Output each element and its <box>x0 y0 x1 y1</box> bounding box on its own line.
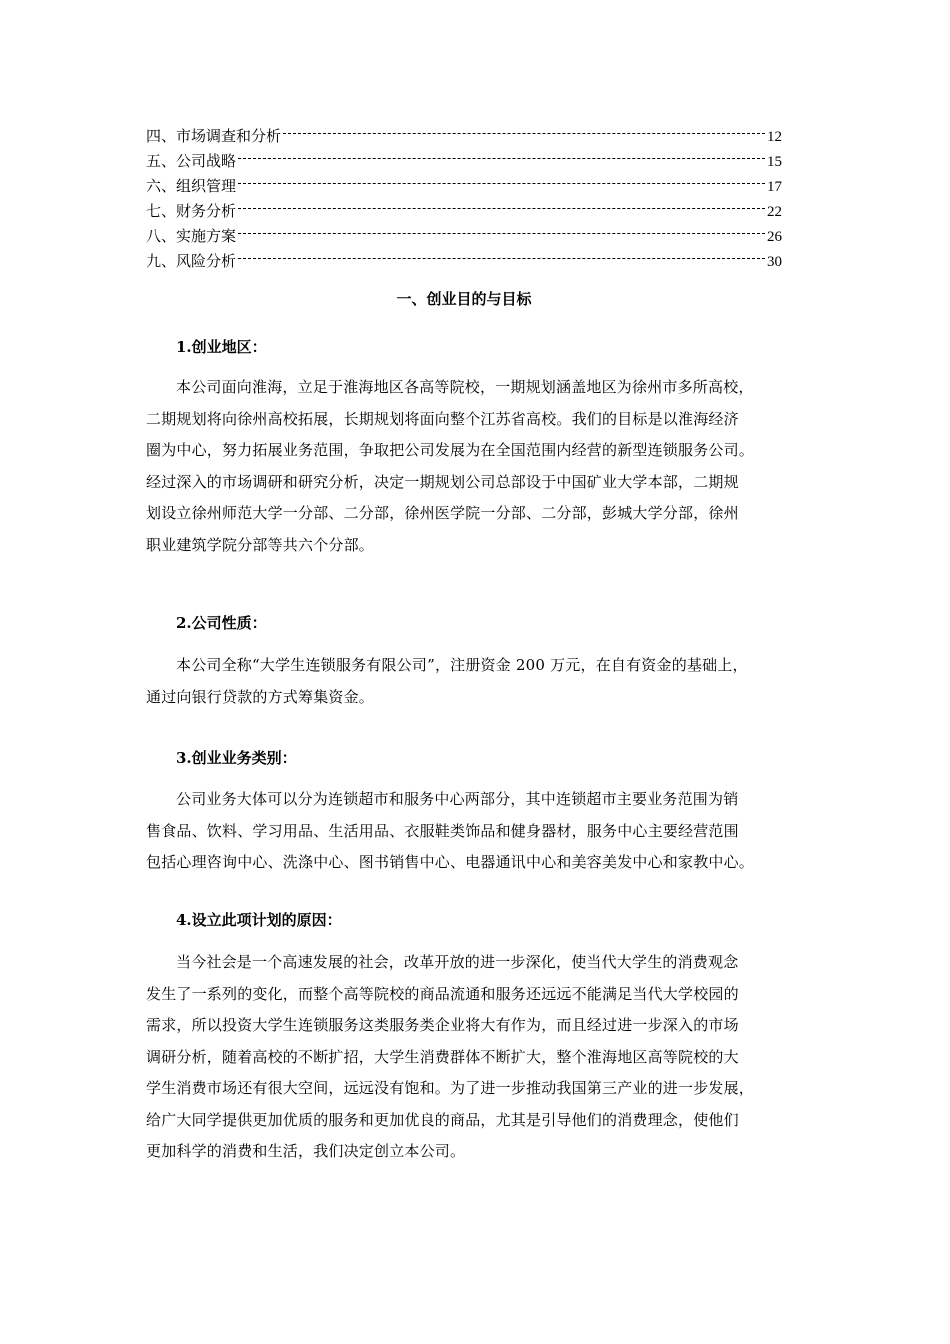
toc-leader-dashes <box>238 208 765 209</box>
toc-leader-dashes <box>238 233 765 234</box>
paragraph-line: 二期规划将向徐州高校拓展，长期规划将面向整个江苏省高校。我们的目标是以淮海经济 <box>146 409 739 428</box>
paragraph-line: 圈为中心，努力拓展业务范围，争取把公司发展为在全国范围内经营的新型连锁服务公司。 <box>146 441 755 459</box>
paragraph <box>146 784 806 879</box>
toc-entry-label: 四、市场调查和分析 <box>146 127 282 145</box>
toc-entry-page: 12 <box>767 129 782 145</box>
paragraph-line: 职业建筑学院分部等共六个分部。 <box>146 535 375 554</box>
toc-entry[interactable] <box>146 224 782 249</box>
toc-leader-dashes <box>283 133 765 134</box>
subsection-heading: 2.公司性质： <box>176 614 267 632</box>
paragraph <box>146 947 806 1168</box>
toc-entry[interactable] <box>146 199 782 224</box>
paragraph-line: 需求，所以投资大学生连锁服务这类服务类企业将大有作为，而且经过进一步深入的市场 <box>146 1016 739 1034</box>
paragraph-line: 划设立徐州师范大学一分部、二分部，徐州医学院一分部、二分部，彭城大学分部，徐州 <box>146 504 739 522</box>
subsection-heading: 3.创业业务类别： <box>176 749 297 767</box>
paragraph-line: 通过向银行贷款的方式筹集资金。 <box>146 687 375 706</box>
toc-entry-label: 八、实施方案 <box>146 227 237 245</box>
toc-entry-label: 五、公司战略 <box>146 152 237 170</box>
toc-entry[interactable] <box>146 174 782 199</box>
toc-entry-label: 九、风险分析 <box>146 252 237 270</box>
toc-entry-page: 15 <box>767 154 782 170</box>
toc-leader-dashes <box>238 158 765 159</box>
paragraph-line: 经过深入的市场调研和研究分析，决定一期规划公司总部设于中国矿业大学本部，二期规 <box>146 472 739 491</box>
paragraph-line: 本公司全称“大学生连锁服务有限公司”，注册资金 200 万元，在自有资金的基础上， <box>176 656 748 674</box>
subsection-heading: 4.设立此项计划的原因： <box>176 911 342 929</box>
toc-entry-page: 17 <box>767 179 782 195</box>
table-of-contents <box>146 124 782 274</box>
toc-leader-dashes <box>238 183 765 184</box>
paragraph-line: 更加科学的消费和生活，我们决定创立本公司。 <box>146 1142 466 1160</box>
paragraph-line: 包括心理咨询中心、洗涤中心、图书销售中心、电器通讯中心和美容美发中心和家教中心。 <box>146 853 755 871</box>
paragraph-line: 售食品、饮料、学习用品、生活用品、衣服鞋类饰品和健身器材，服务中心主要经营范围 <box>146 821 739 840</box>
toc-entry[interactable] <box>146 124 782 149</box>
toc-leader-dashes <box>238 258 765 259</box>
toc-entry[interactable] <box>146 149 782 174</box>
toc-entry-label: 七、财务分析 <box>146 202 237 220</box>
paragraph-line: 公司业务大体可以分为连锁超市和服务中心两部分，其中连锁超市主要业务范围为销 <box>176 790 739 808</box>
toc-entry-label: 六、组织管理 <box>146 177 237 195</box>
section-title: 一、创业目的与目标 <box>396 290 532 308</box>
toc-entry[interactable] <box>146 249 782 274</box>
toc-entry-page: 26 <box>767 229 782 245</box>
toc-entry-page: 22 <box>767 204 782 220</box>
paragraph-line: 本公司面向淮海，立足于淮海地区各高等院校，一期规划涵盖地区为徐州市多所高校， <box>176 378 754 396</box>
toc-entry-page: 30 <box>767 254 782 270</box>
paragraph-line: 学生消费市场还有很大空间，远远没有饱和。为了进一步推动我国第三产业的进一步发展， <box>146 1079 755 1097</box>
paragraph-line: 调研分析，随着高校的不断扩招，大学生消费群体不断扩大，整个淮海地区高等院校的大 <box>146 1047 739 1066</box>
subsection-heading: 1.创业地区： <box>176 338 267 356</box>
paragraph <box>146 650 806 713</box>
paragraph-line: 当今社会是一个高速发展的社会，改革开放的进一步深化，使当代大学生的消费观念 <box>176 953 739 971</box>
paragraph-line: 给广大同学提供更加优质的服务和更加优良的商品，尤其是引导他们的消费理念，使他们 <box>146 1110 739 1129</box>
paragraph <box>146 372 806 561</box>
paragraph-line: 发生了一系列的变化，而整个高等院校的商品流通和服务还远远不能满足当代大学校园的 <box>146 984 739 1003</box>
